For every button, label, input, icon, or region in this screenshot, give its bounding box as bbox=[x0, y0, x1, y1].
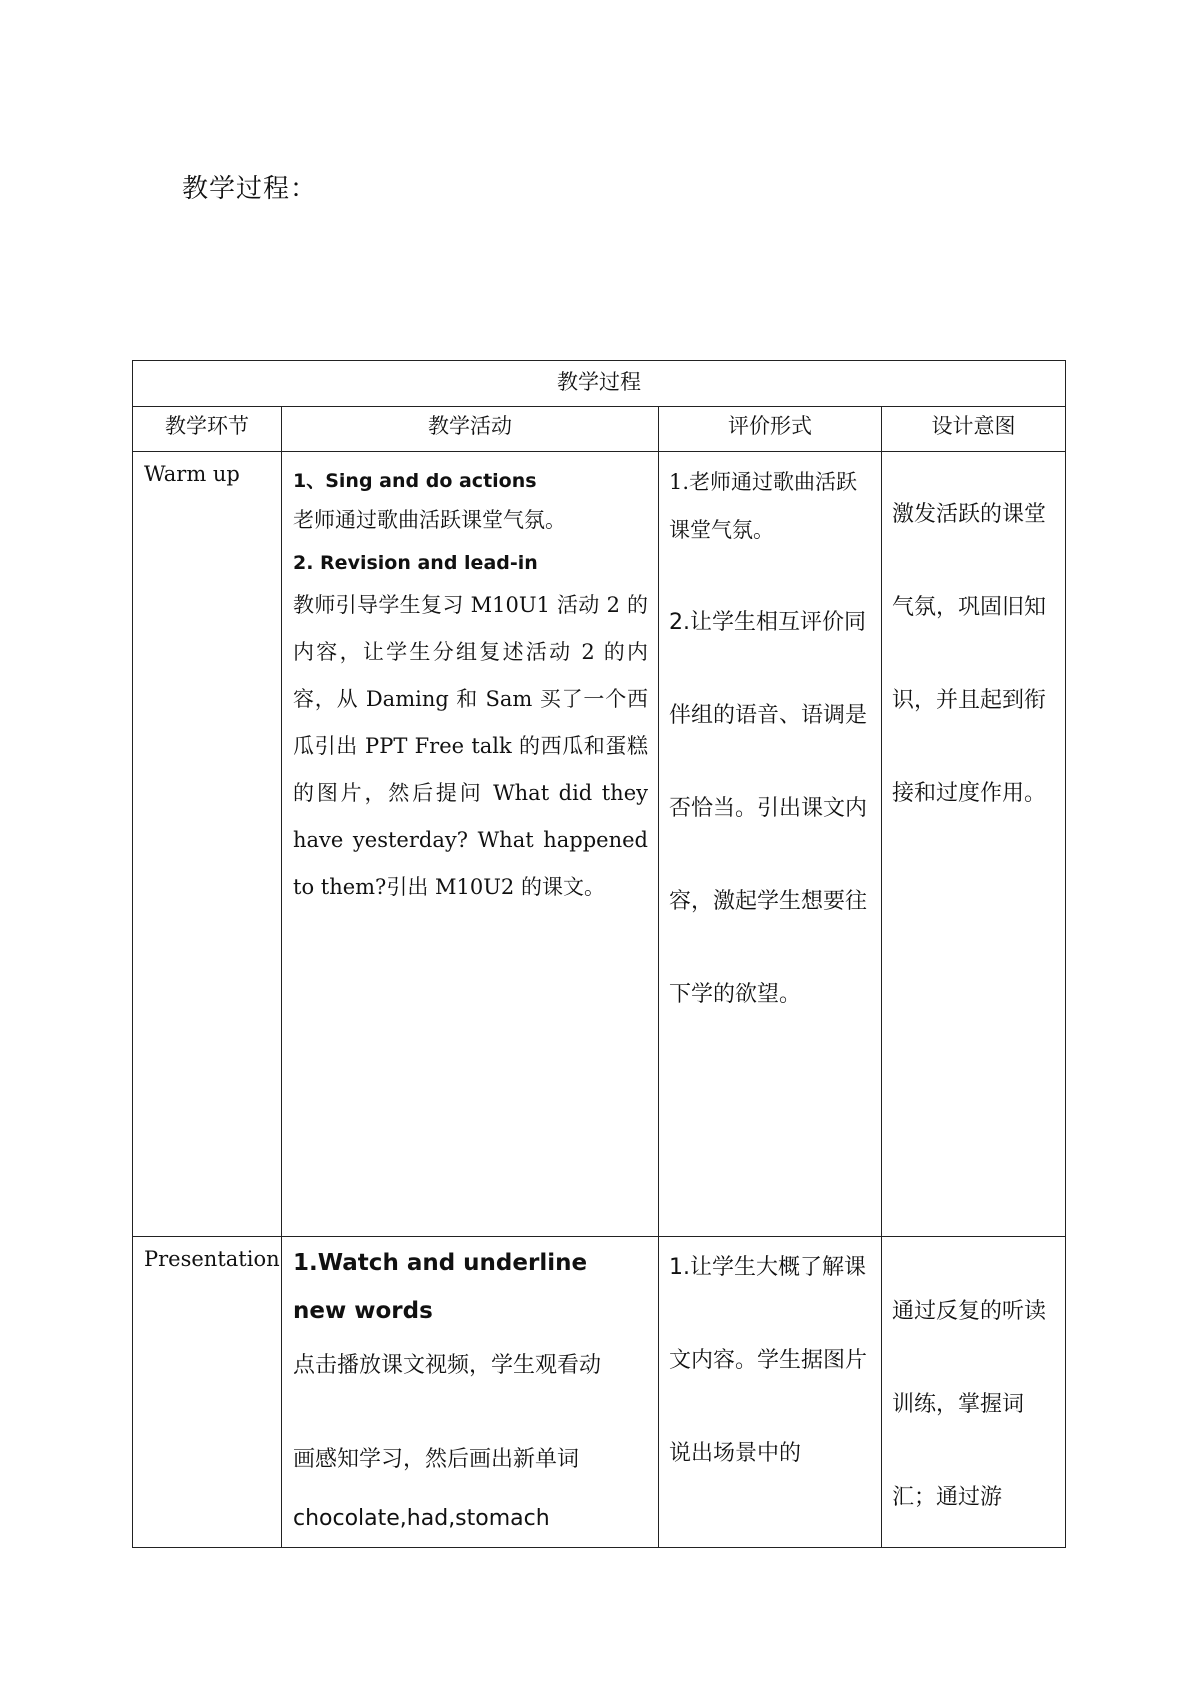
header-stage: 教学环节 bbox=[133, 407, 282, 452]
activity-presentation bbox=[282, 1237, 659, 1548]
table-row-presentation bbox=[133, 1237, 1066, 1548]
intent-text: 通过反复的听读训练，掌握词汇；通过游 bbox=[892, 1299, 1047, 1510]
evaluation-line: 2.让学生相互评价同伴组的语音、语调是否恰当。引出课文内容，激起学生想要往下学的欲望。 bbox=[669, 610, 868, 1007]
evaluation-warmup bbox=[659, 452, 882, 1237]
activity-item-text: 点击播放课文视频，学生观看动 bbox=[293, 1353, 602, 1378]
activity-item-title: 1、Sing and do actions bbox=[293, 470, 537, 492]
activity-item-title: 2. Revision and lead-in bbox=[293, 552, 538, 574]
activity-item-title: 1.Watch and underline new words bbox=[293, 1250, 588, 1324]
intent-text: 激发活跃的课堂气氛，巩固旧知识，并且起到衔接和过度作用。 bbox=[892, 502, 1047, 806]
activity-item-words: chocolate,had,stomach bbox=[293, 1506, 550, 1531]
header-intent: 设计意图 bbox=[882, 407, 1066, 452]
stage-warmup: Warm up bbox=[133, 452, 282, 1237]
intent-warmup bbox=[882, 452, 1066, 1237]
activity-warmup bbox=[282, 452, 659, 1237]
activity-item-text: 老师通过歌曲活跃课堂气氛。 bbox=[293, 508, 566, 532]
header-evaluation: 评价形式 bbox=[659, 407, 882, 452]
stage-presentation: Presentation bbox=[133, 1237, 282, 1548]
page-heading: 教学过程： bbox=[182, 174, 318, 204]
evaluation-presentation bbox=[659, 1237, 882, 1548]
table-title: 教学过程 bbox=[133, 361, 1066, 407]
evaluation-line: 1.让学生大概了解课文内容。学生据图片说出场景中的 bbox=[669, 1255, 868, 1466]
activity-item-text: 画感知学习，然后画出新单词 bbox=[293, 1447, 580, 1472]
intent-presentation bbox=[882, 1237, 1066, 1548]
activity-item-text: 教师引导学生复习 M10U1 活动 2 的内容，让学生分组复述活动 2 的内容，从 Daming 和 Sam 买了一个西瓜引出 PPT Free talk 的西瓜和蛋糕的图片，然后提问 What did they have yesterday? What happened to them?引出 M10U2 的课文。 bbox=[293, 593, 648, 899]
header-activity: 教学活动 bbox=[282, 407, 659, 452]
teaching-process-table bbox=[132, 360, 1066, 1548]
evaluation-line: 1.老师通过歌曲活跃课堂气氛。 bbox=[669, 470, 858, 542]
table-row-warmup bbox=[133, 452, 1066, 1237]
